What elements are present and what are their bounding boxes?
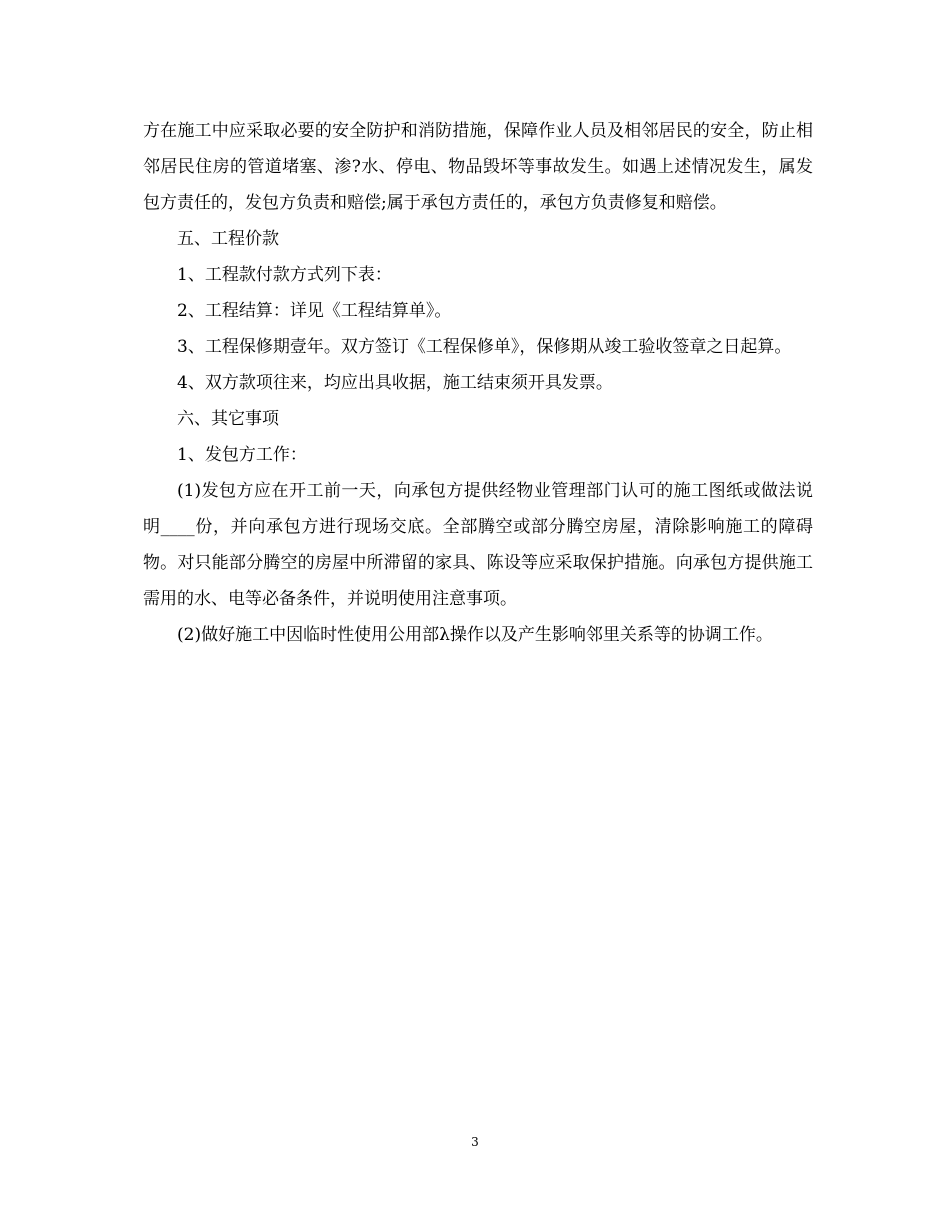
- paragraph-duty-two: (2)做好施工中因临时性使用公用部λ操作以及产生影响邻里关系等的协调工作。: [177, 625, 773, 645]
- heading-employer-duties: 1、发包方工作：: [177, 445, 307, 465]
- document-body: [143, 113, 813, 653]
- page-number: 3: [471, 1135, 479, 1149]
- paragraph-payment-method: 1、工程款付款方式列下表：: [177, 265, 392, 285]
- paragraph-safety-continued: 方在施工中应采取必要的安全防护和消防措施，保障作业人员及相邻居民的安全，防止相邻居民住房的管道堵塞、渗?水、停电、物品毁坏等事故发生。如遇上述情况发生，属发包方责任的，发包方负责和赔偿;属于承包方责任的，承包方负责修复和赔偿。: [143, 121, 813, 213]
- paragraph-settlement: 2、工程结算：详见《工程结算单》。: [177, 301, 452, 321]
- paragraph-receipts: 4、双方款项往来，均应出具收据，施工结束须开具发票。: [177, 373, 613, 393]
- heading-section-five: 五、工程价款: [177, 229, 279, 249]
- paragraph-duty-one: (1)发包方应在开工前一天，向承包方提供经物业管理部门认可的施工图纸或做法说明____份，并向承包方进行现场交底。全部腾空或部分腾空房屋，清除影响施工的障碍物。对只能部分腾空的房屋中所滞留的家具、陈设等应采取保护措施。向承包方提供施工需用的水、电等必备条件，并说明使用注意事项。: [143, 481, 813, 609]
- heading-section-six: 六、其它事项: [177, 409, 279, 429]
- paragraph-warranty: 3、工程保修期壹年。双方签订《工程保修单》，保修期从竣工验收签章之日起算。: [177, 337, 792, 357]
